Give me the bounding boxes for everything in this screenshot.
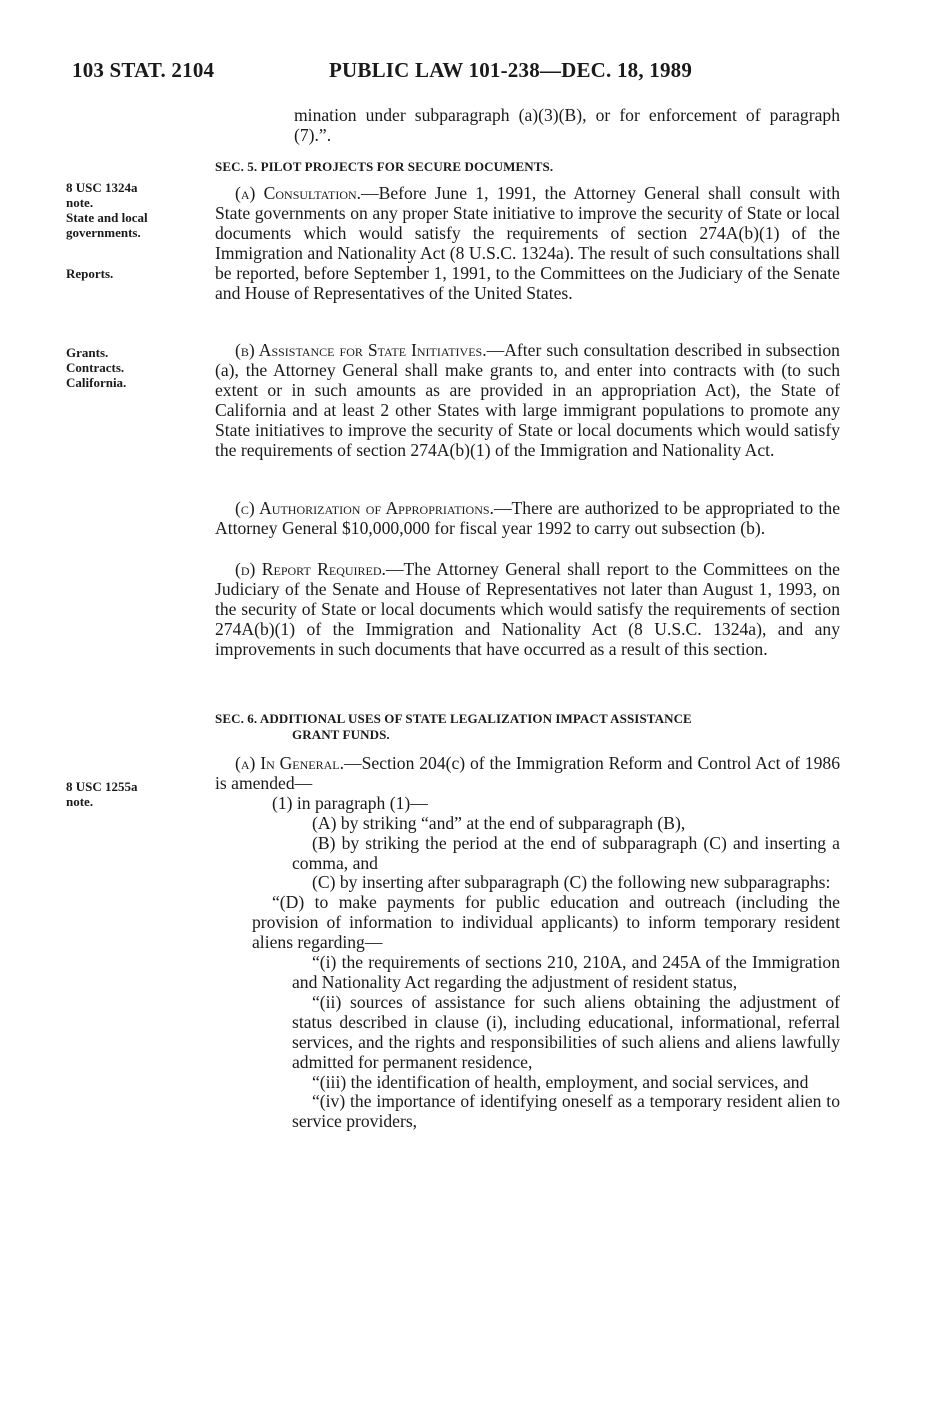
subparagraph-C: (C) by inserting after subparagraph (C) the following new subparagraphs:: [312, 872, 831, 893]
page-header: [72, 58, 852, 94]
clause-iv: “(iv) the importance of identifying oneself as a temporary resident alien to service providers,: [292, 1091, 840, 1132]
clause-ii: “(ii) sources of assistance for such aliens obtaining the adjustment of status described in clause (i), including educational, informational, referral services, and the rights and responsibilities of such aliens and aliens lawfully admitted for permanent residence,: [292, 991, 840, 1072]
subparagraph-A: (A) by striking “and” at the end of subparagraph (B),: [312, 812, 686, 833]
section-5-d: (d) Report Required.—The Attorney General shall report to the Committees on the Judiciary of the Senate and House of Representatives not later than August 1, 1993, on the security of State or local documents which would satisfy the requirements of section 274A(b)(1) of the Immigration and Nationality Act (8 U.S.C. 1324a), and any improvements in such documents that have occurred as a result of this section.: [215, 559, 840, 659]
subparagraph-D: “(D) to make payments for public education and outreach (including the provision of information to individual applicants) to inform temporary resident aliens regarding—: [252, 892, 840, 953]
subsection-label: (a) Consultation.: [235, 183, 362, 203]
clause-i: “(i) the requirements of sections 210, 210A, and 245A of the Immigration and Nationality Act regarding the adjustment of resident status,: [292, 952, 840, 992]
margin-note-usc-1255a: 8 USC 1255a note.: [66, 779, 138, 809]
clause-iii: “(iii) the identification of health, employment, and social services, and: [312, 1071, 809, 1092]
subsection-label: (b) Assistance for State Initiatives.: [235, 340, 487, 360]
section-5-a: (a) Consultation.—Before June 1, 1991, the Attorney General shall consult with State governments on any proper State initiative to improve the security of State or local documents which would satisfy the requirements of section 274A(b)(1) of the Immigration and Nationality Act (8 U.S.C. 1324a). The result of such consultations shall be reported, before September 1, 1991, to the Committees on the Judiciary of the Senate and House of Representatives of the United States.: [215, 183, 840, 303]
paragraph-1: (1) in paragraph (1)—: [272, 792, 428, 813]
subsection-label: (d) Report Required.: [235, 559, 386, 579]
section-5-b: (b) Assistance for State Initiatives.—After such consultation described in subsection (a), the Attorney General shall make grants to, and enter into contracts with (to such extent or in such amounts as are provided in an appropriation Act), the State of California and at least 2 other States with large immigrant populations to promote any State initiatives to improve the security of State or local documents which would satisfy the requirements of section 274A(b)(1) of the Immigration and Nationality Act.: [215, 340, 840, 460]
section-5-c: (c) Authorization of Appropriations.—There are authorized to be appropriated to the Attorney General $10,000,000 for fiscal year 1992 to carry out subsection (b).: [215, 498, 840, 538]
public-law-title: PUBLIC LAW 101-238—DEC. 18, 1989: [329, 58, 693, 82]
continuation-text: mination under subparagraph (a)(3)(B), or for enforcement of paragraph (7).”.: [294, 105, 840, 145]
stat-citation: 103 STAT. 2104: [72, 58, 215, 82]
margin-note-usc-1324a: 8 USC 1324a note. State and local governments.: [66, 180, 148, 240]
subparagraph-B: (B) by striking the period at the end of subparagraph (C) and inserting a comma, and: [292, 832, 840, 873]
section-5-heading: SEC. 5. PILOT PROJECTS FOR SECURE DOCUMENTS.: [215, 159, 554, 174]
section-6-a: (a) In General.—Section 204(c) of the Immigration Reform and Control Act of 1986 is amended— (1) in paragraph (1)— (A) by striking “and” at the end of subparagraph (B), (B) by striking the period at the end of subparagraph (C) and inserting a comma, and (C) by inserting after subparagraph (C) the following new subparagraphs: “(D) to make payments for public education and outreach (including the provision of information to individual applicants) to inform temporary resident aliens regarding— “(i) the requirements of sections 210, 210A, and 245A of the Immigration and Nationality Act regarding the adjustment of resident status, “(ii) sources of assistance for such aliens obtaining the adjustment of status described in clause (i), including educational, informational, referral services, and the rights and responsibilities of such aliens and aliens lawfully admitted for permanent residence, “(iii) the identification of health, employment, and social services, and “(iv) the importance of identifying oneself as a temporary resident alien to service providers,: [215, 753, 840, 1132]
margin-note-reports: Reports.: [66, 266, 114, 281]
section-6-heading: SEC. 6. ADDITIONAL USES OF STATE LEGALIZATION IMPACT ASSISTANCE GRANT FUNDS.: [215, 711, 692, 742]
section-5: [215, 159, 840, 175]
subsection-label: (a) In General.: [235, 753, 345, 773]
subsection-label: (c) Authorization of Appropriations.: [235, 498, 494, 518]
margin-note-grants: Grants. Contracts. California.: [66, 345, 127, 390]
